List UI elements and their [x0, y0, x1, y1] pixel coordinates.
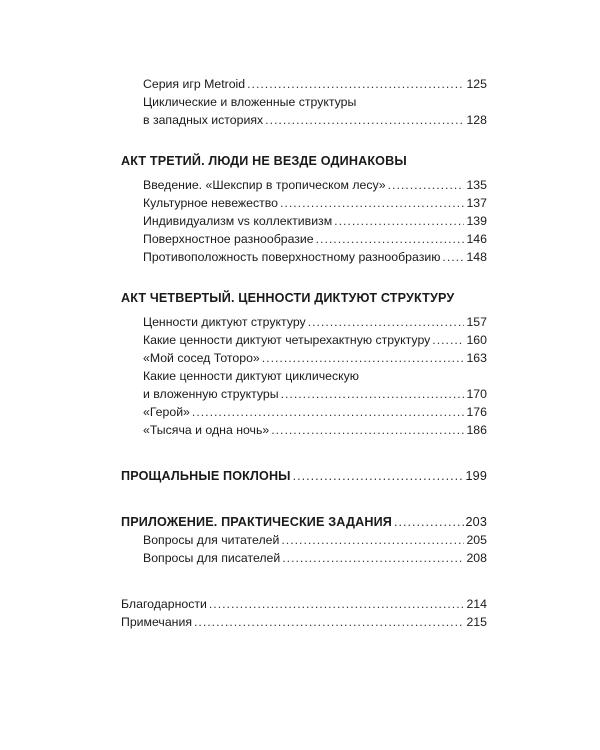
toc-entry	[121, 176, 487, 194]
toc-entry-title: Примечания	[121, 615, 192, 629]
toc-entry	[121, 313, 487, 331]
table-of-contents	[121, 75, 487, 631]
toc-entry	[121, 549, 487, 567]
toc-entry	[121, 595, 487, 613]
dot-leader	[247, 75, 464, 93]
toc-page-number: 160	[466, 333, 487, 347]
toc-entry	[121, 194, 487, 212]
toc-entry	[121, 75, 487, 93]
dot-leader	[282, 549, 464, 567]
dot-leader	[194, 613, 464, 631]
dot-leader	[308, 313, 465, 331]
section-heading-text: ПРИЛОЖЕНИЕ. ПРАКТИЧЕСКИЕ ЗАДАНИЯ	[121, 515, 392, 529]
toc-page-number: 137	[466, 196, 487, 210]
toc-entry-title-line1: Какие ценности диктуют циклическую	[143, 369, 359, 383]
toc-entry-title: Вопросы для читателей	[143, 533, 280, 547]
toc-entry	[121, 331, 487, 349]
toc-page-number: 163	[466, 351, 487, 365]
toc-page-number: 157	[466, 315, 487, 329]
toc-entry-title: «Мой сосед Тоторо»	[143, 351, 260, 365]
toc-page-number: 199	[465, 469, 487, 483]
toc-entry-title: Ценности диктуют структуру	[143, 315, 306, 329]
dot-leader	[394, 513, 464, 531]
section-heading-appendix	[121, 513, 487, 531]
dot-leader	[281, 385, 465, 403]
section-heading-text: АКТ ТРЕТИЙ. ЛЮДИ НЕ ВЕЗДЕ ОДИНАКОВЫ	[121, 154, 407, 168]
toc-page-number: 203	[465, 515, 487, 529]
toc-entry	[121, 403, 487, 421]
dot-leader	[293, 467, 464, 485]
toc-entry-title-line2: и вложенную структуры	[143, 387, 279, 401]
dot-leader	[432, 331, 464, 349]
toc-page-number: 125	[466, 77, 487, 91]
toc-page-number: 146	[466, 232, 487, 246]
toc-entry-title: Введение. «Шекспир в тропическом лесу»	[143, 178, 386, 192]
section-heading-act4	[121, 289, 487, 307]
toc-page-number: 186	[466, 423, 487, 437]
toc-entry	[121, 613, 487, 631]
toc-page-number: 215	[466, 615, 487, 629]
section-heading-farewell	[121, 467, 487, 485]
toc-page-number: 135	[466, 178, 487, 192]
dot-leader	[316, 230, 465, 248]
toc-entry-title: Благодарности	[121, 597, 207, 611]
toc-entry	[121, 421, 487, 439]
toc-page-number: 148	[466, 250, 487, 264]
toc-entry-title: «Тысяча и одна ночь»	[143, 423, 270, 437]
toc-page-number: 128	[466, 113, 487, 127]
toc-page-number: 170	[466, 387, 487, 401]
toc-entry	[121, 111, 487, 129]
dot-leader	[209, 595, 465, 613]
dot-leader	[265, 111, 464, 129]
section-heading-act3	[121, 152, 487, 170]
toc-entry	[121, 230, 487, 248]
dot-leader	[388, 176, 465, 194]
toc-page-number: 205	[466, 533, 487, 547]
dot-leader	[281, 531, 464, 549]
dot-leader	[262, 349, 465, 367]
toc-page-number: 214	[466, 597, 487, 611]
dot-leader	[334, 212, 464, 230]
toc-entry-title: Серия игр Metroid	[143, 77, 246, 91]
toc-entry-title: Противоположность поверхностному разнообразию	[143, 250, 441, 264]
toc-page-number: 176	[466, 405, 487, 419]
toc-entry	[121, 349, 487, 367]
dot-leader	[442, 248, 464, 266]
toc-entry-title-line2: в западных историях	[143, 113, 264, 127]
toc-entry-title: Поверхностное разнообразие	[143, 232, 314, 246]
toc-entry	[121, 531, 487, 549]
toc-entry-title: «Герой»	[143, 405, 190, 419]
toc-page-number: 208	[466, 551, 487, 565]
toc-page-number: 139	[466, 214, 487, 228]
toc-entry	[121, 248, 487, 266]
section-heading-text: АКТ ЧЕТВЕРТЫЙ. ЦЕННОСТИ ДИКТУЮТ СТРУКТУРУ	[121, 291, 455, 305]
toc-entry-title: Культурное невежество	[143, 196, 278, 210]
toc-entry	[121, 385, 487, 403]
toc-entry-title: Индивидуализм vs коллективизм	[143, 214, 333, 228]
toc-entry	[121, 212, 487, 230]
section-heading-text: ПРОЩАЛЬНЫЕ ПОКЛОНЫ	[121, 469, 291, 483]
dot-leader	[280, 194, 464, 212]
toc-entry-title-line1: Циклические и вложенные структуры	[143, 95, 357, 109]
toc-entry-title: Вопросы для писателей	[143, 551, 281, 565]
dot-leader	[192, 403, 465, 421]
dot-leader	[271, 421, 464, 439]
toc-entry-title: Какие ценности диктуют четырехактную структуру	[143, 333, 431, 347]
